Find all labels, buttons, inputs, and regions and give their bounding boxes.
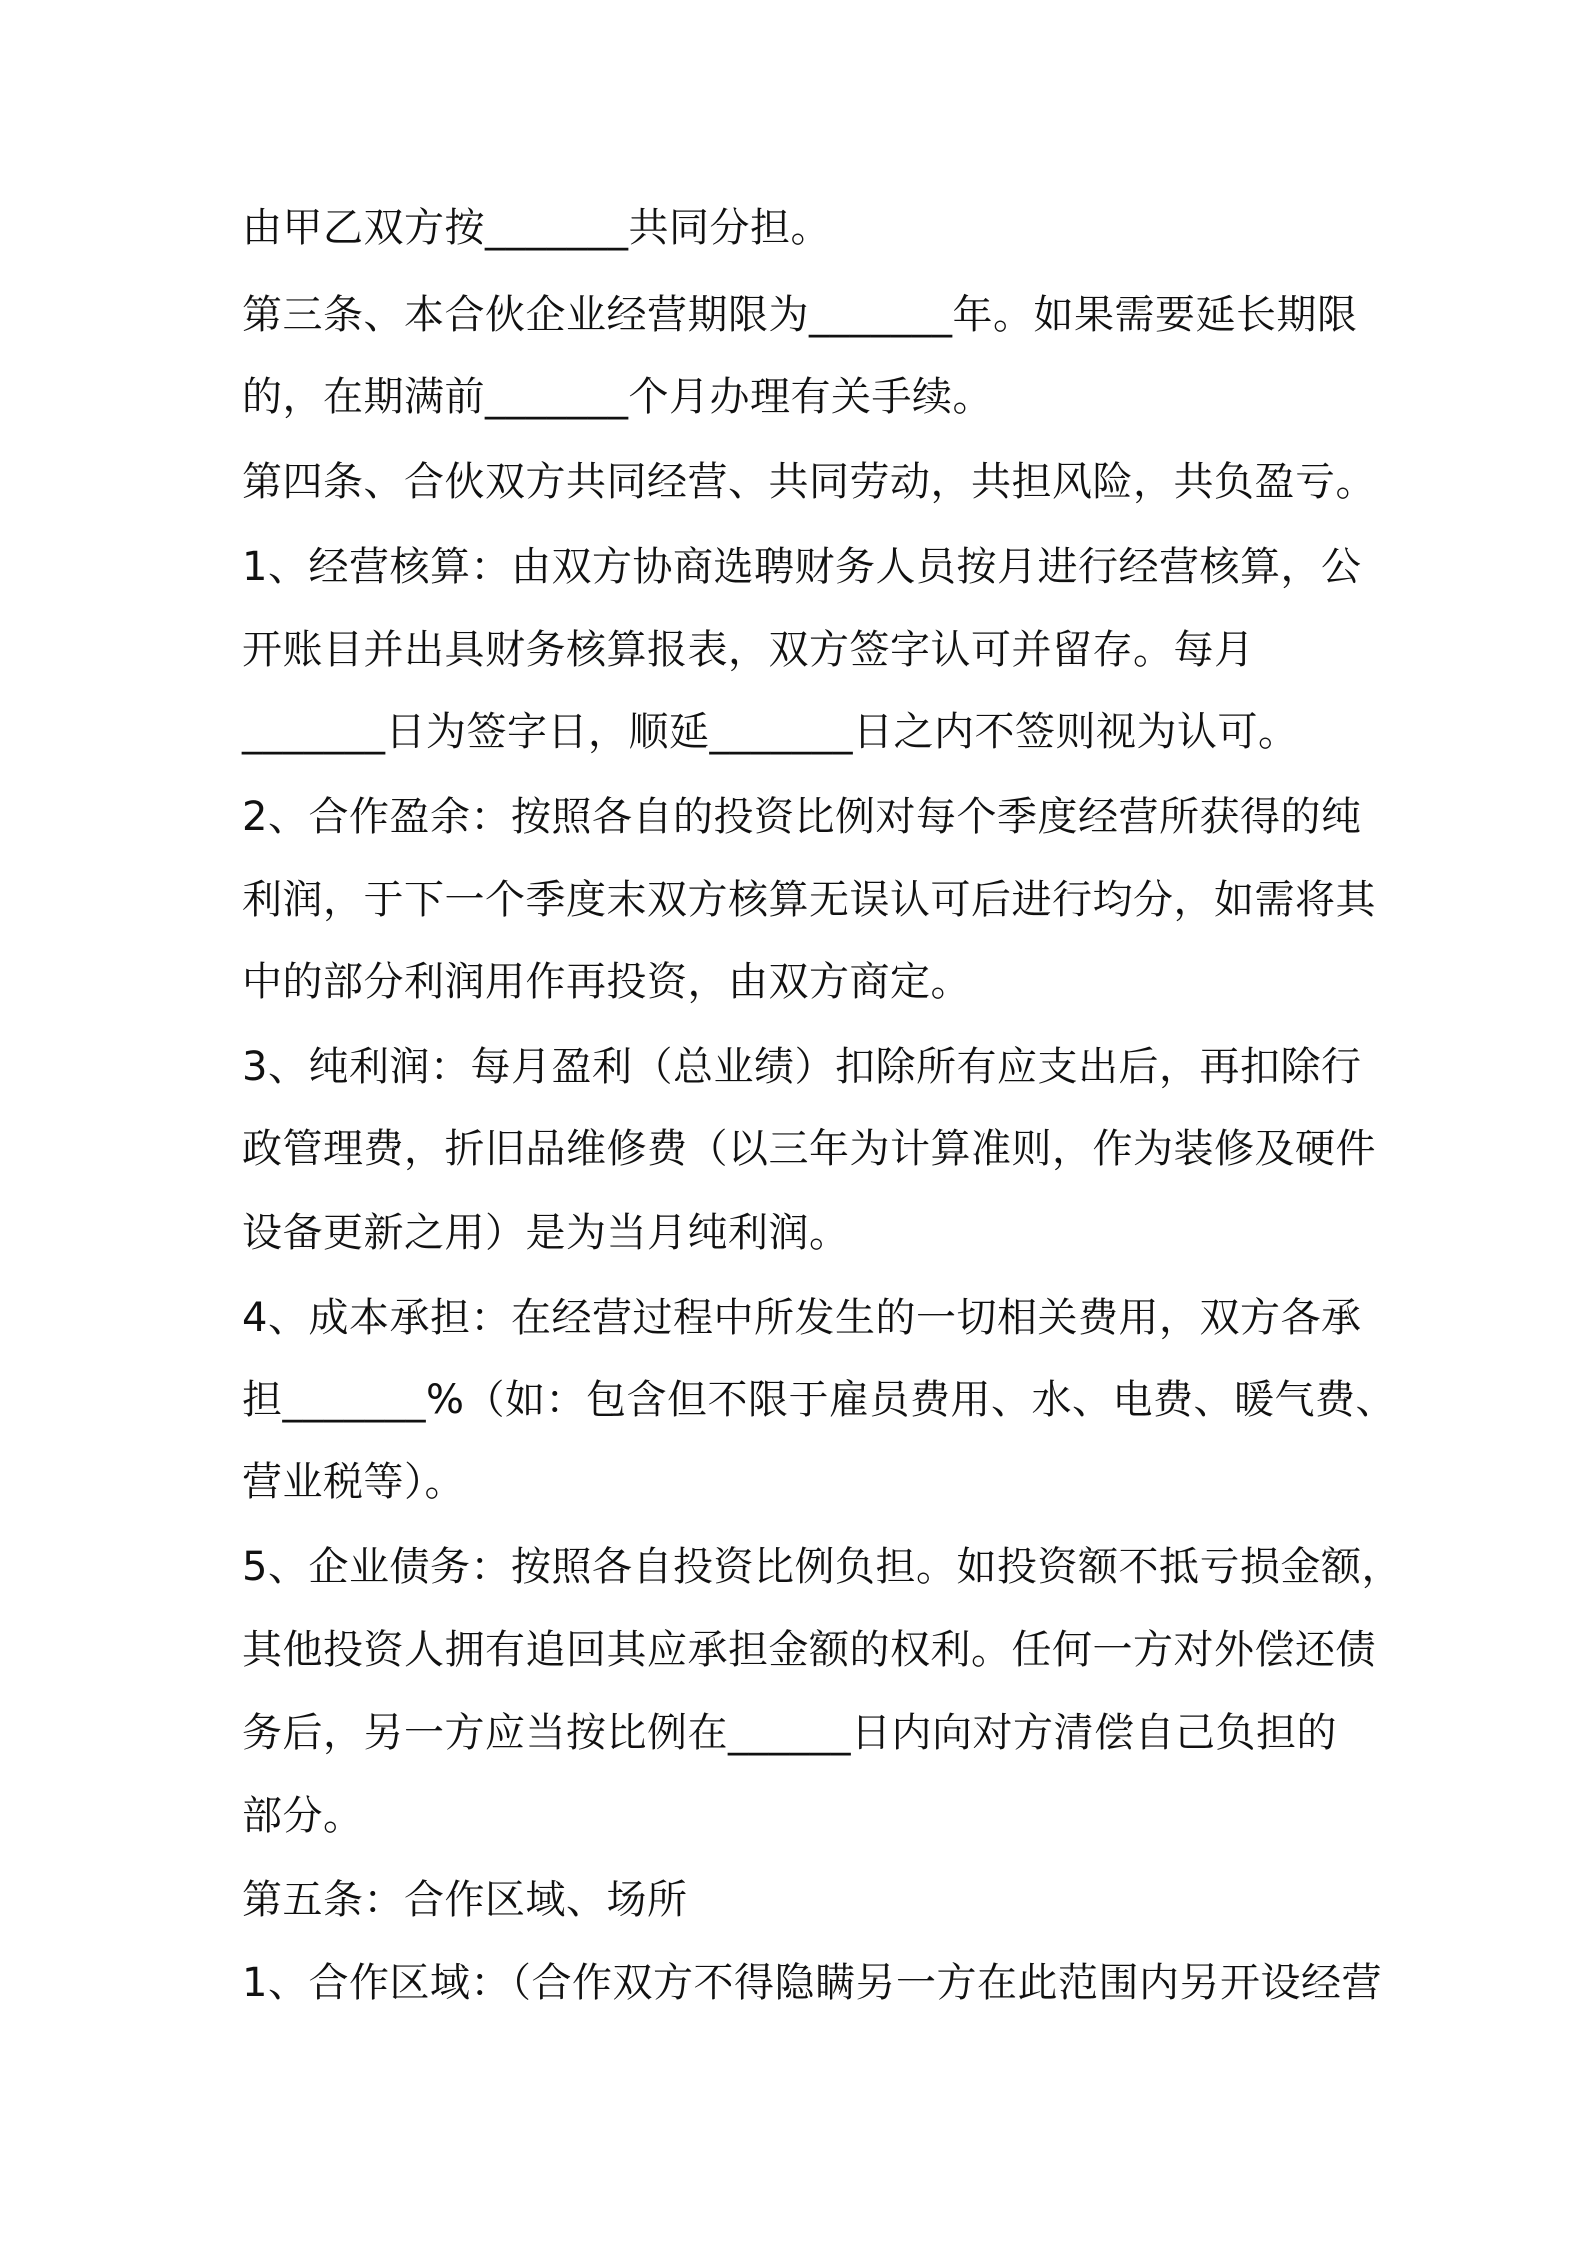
text-line-4: 第四条、合伙双方共同经营、共同劳动，共担风险，共负盈亏。 (242, 459, 1376, 505)
text-line-3: 的，在期满前_______个月办理有关手续。 (242, 374, 993, 420)
text-line-19: 务后，另一方应当按比例在______日内向对方清偿自己负担的 (242, 1710, 1337, 1756)
text-line-16: 营业税等）。 (242, 1459, 465, 1505)
text-line-20: 部分。 (242, 1793, 364, 1839)
text-line-13: 设备更新之用）是为当月纯利润。 (242, 1210, 850, 1256)
text-line-21: 第五条：合作区域、场所 (242, 1877, 688, 1923)
text-line-11: 3、纯利润：每月盈利（总业绩）扣除所有应支出后，再扣除行 (242, 1044, 1362, 1090)
text-line-7: _______日为签字日，顺延_______日之内不签则视为认可。 (242, 709, 1299, 755)
text-line-15: 担_______%（如：包含但不限于雇员费用、水、电费、暖气费、 (242, 1377, 1397, 1423)
text-line-10: 中的部分利润用作再投资，由双方商定。 (242, 959, 971, 1005)
text-line-17: 5、企业债务：按照各自投资比例负担。如投资额不抵亏损金额， (242, 1544, 1402, 1590)
text-line-18: 其他投资人拥有追回其应承担金额的权利。任何一方对外偿还债 (242, 1627, 1376, 1673)
text-line-5: 1、经营核算：由双方协商选聘财务人员按月进行经营核算，公 (242, 544, 1362, 590)
text-line-1: 由甲乙双方按_______共同分担。 (242, 205, 831, 251)
text-line-2: 第三条、本合伙企业经营期限为_______年。如果需要延长期限 (242, 292, 1358, 338)
text-line-8: 2、合作盈余：按照各自的投资比例对每个季度经营所获得的纯 (242, 794, 1362, 840)
text-line-22: 1、合作区域：（合作双方不得隐瞒另一方在此范围内另开设经营 (242, 1960, 1382, 2006)
text-line-14: 4、成本承担：在经营过程中所发生的一切相关费用，双方各承 (242, 1295, 1362, 1341)
text-line-6: 开账目并出具财务核算报表，双方签字认可并留存。每月 (242, 627, 1255, 673)
text-line-9: 利润，于下一个季度末双方核算无误认可后进行均分，如需将其 (242, 877, 1376, 923)
text-line-12: 政管理费，折旧品维修费（以三年为计算准则，作为装修及硬件 (242, 1126, 1376, 1172)
